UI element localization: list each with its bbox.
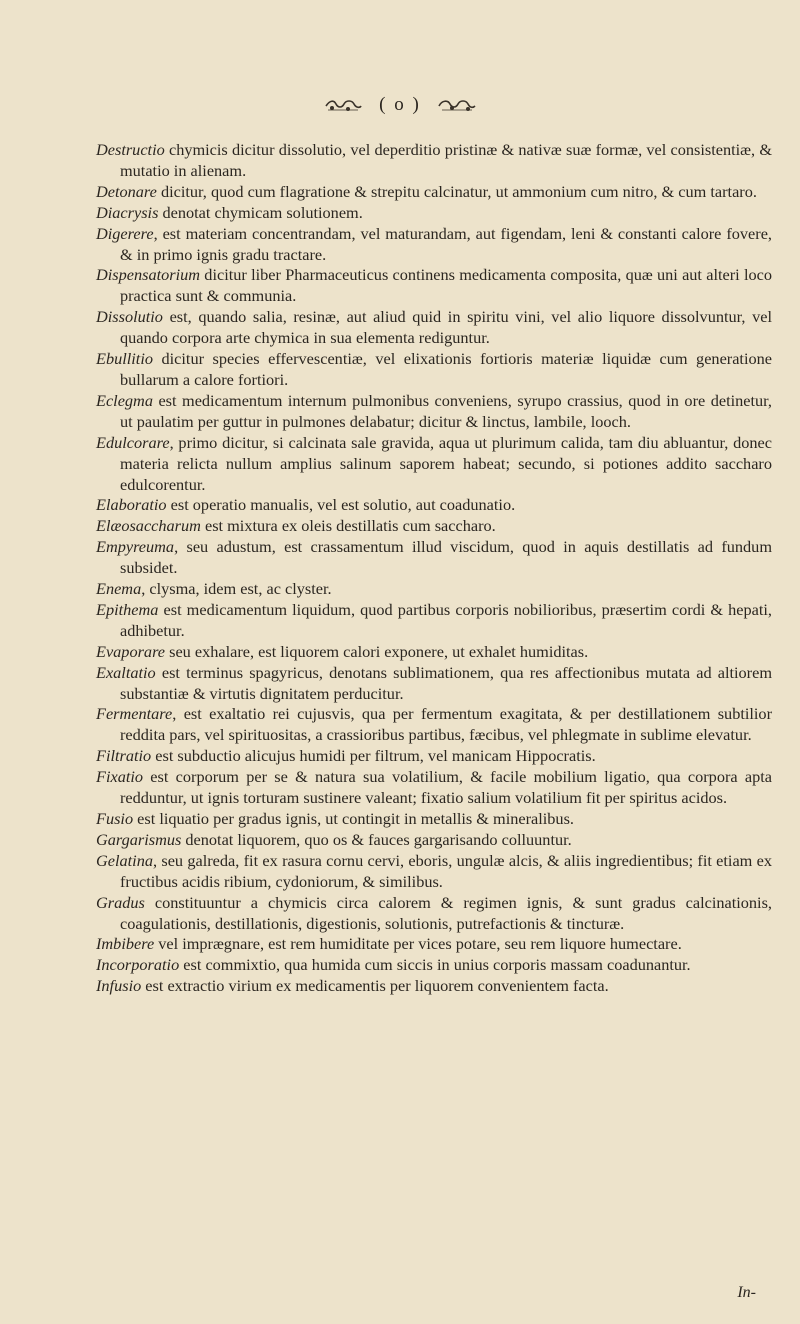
entry-definition: est operatio manualis, vel est solutio, aut coadunatio. (166, 495, 516, 515)
glossary-entry (96, 203, 772, 224)
glossary-entry (96, 265, 772, 307)
entry-term: Imbibere (96, 934, 155, 954)
entry-term: Exaltatio (96, 662, 156, 682)
entry-term: Detonare (96, 181, 157, 201)
glossary-entry (96, 767, 772, 809)
page-header (0, 94, 800, 116)
entry-definition: , clysma, idem est, ac clyster. (141, 579, 332, 599)
glossary-entry (96, 182, 772, 203)
entry-definition: constituuntur a chymicis circa calorem & regimen ignis, & sunt gradus calcinationis, coagulationis, destillationis, digestionis, solutionis, putrefactionis & tincturæ. (120, 892, 772, 933)
entry-definition: est extractio virium ex medicamentis per liquorem convenientem facta. (141, 976, 609, 996)
entry-definition: dicitur, quod cum flagratione & strepitu calcinatur, ut ammonium cum nitro, & cum tartaro. (156, 181, 757, 201)
entry-definition: , est exaltatio rei cujusvis, qua per fermentum exagitata, & per destillationem subtilior reddita pars, vel spirituositas, a crassioribus partibus, fæcibus, vel phlegmate in sublime elevatur. (120, 704, 772, 745)
glossary-entry (96, 830, 772, 851)
entry-definition: est corporum per se & natura sua volatilium, & facile mobilium ligatio, qua corpora apta redduntur, ut ignis torturam sustinere valeant; fixatio salium volatilium fit per spiritus acidos. (120, 767, 772, 808)
entry-definition: , seu adustum, est crassamentum illud viscidum, quod in aquis destillatis ad fundum subsidet. (120, 537, 772, 578)
entry-term: Destructio (96, 140, 165, 159)
entry-definition: , primo dicitur, si calcinata sale gravida, aqua ut plurimum calida, tam diu abluantur, donec materia relicta nullum amplius salinum saporem habeat; secundo, si potiones addito saccharo edulcorentur. (120, 432, 772, 494)
left-ornament-icon (324, 98, 362, 114)
entry-definition: , seu galreda, fit ex rasura cornu cervi, eboris, ungulæ alcis, & aliis ingredientibus; fit etiam ex fructibus acidis ribium, cydoniorum, & similibus. (120, 850, 772, 891)
glossary-entry (96, 663, 772, 705)
glossary-entry (96, 976, 772, 997)
entry-term: Gelatina (96, 850, 153, 870)
entry-term: Diacrysis (96, 202, 159, 222)
entry-term: Filtratio (96, 746, 152, 766)
entry-term: Fixatio (96, 767, 144, 787)
entry-term: Elaboratio (96, 495, 167, 515)
glossary-entry (96, 893, 772, 935)
glossary-entry (96, 140, 772, 182)
glossary-entry (96, 516, 772, 537)
entry-term: Fermentare (96, 704, 173, 724)
entry-term: Epithema (96, 599, 159, 619)
entry-definition: est medicamentum liquidum, quod partibus corporis nobilioribus, præsertim cordi & hepati, adhibetur. (120, 599, 772, 640)
glossary-entry (96, 642, 772, 663)
entry-term: Gradus (96, 892, 145, 912)
glossary-entry (96, 809, 772, 830)
entry-definition: , est materiam concentrandam, vel maturandam, aut figendam, leni & constanti calore fovere, & in primo ignis gradu tractare. (120, 223, 772, 264)
glossary-entry (96, 495, 772, 516)
entry-definition: dicitur species effervescentiæ, vel elixationis fortioris materiæ liquidæ cum generatione bullarum a calore fortiori. (120, 349, 772, 389)
entry-definition: denotat chymicam solutionem. (158, 202, 363, 222)
entry-term: Digerere (96, 223, 154, 243)
entry-term: Eclegma (96, 390, 153, 410)
glossary-entry (96, 704, 772, 746)
entry-definition: dicitur liber Pharmaceuticus continens medicamenta composita, quæ uni aut alteri loco practica sunt & communia. (120, 265, 772, 306)
entry-definition: est liquatio per gradus ignis, ut contingit in metallis & mineralibus. (133, 809, 574, 828)
entry-definition: est subductio alicujus humidi per filtrum, vel manicam Hippocratis. (151, 746, 596, 766)
entry-definition: chymicis dicitur dissolutio, vel deperditio pristinæ & nativæ suæ formæ, vel consistentiæ, & mutatio in alienam. (120, 140, 772, 180)
glossary-entry (96, 433, 772, 496)
page-number: ( o ) (379, 94, 421, 115)
entry-term: Edulcorare (96, 432, 170, 452)
entry-term: Infusio (96, 976, 142, 996)
entry-definition: est medicamentum internum pulmonibus conveniens, syrupo crassius, quod in ore detinetur, ut paulatim per guttur in pulmones delabatur; dicitur & linctus, lambile, looch. (120, 390, 772, 431)
glossary-entry (96, 746, 772, 767)
glossary-entries (96, 140, 772, 997)
entry-term: Ebullitio (96, 349, 153, 369)
entry-term: Dispensatorium (96, 265, 201, 285)
entry-definition: denotat liquorem, quo os & fauces gargarisando colluuntur. (181, 829, 572, 849)
entry-definition: est, quando salia, resinæ, aut aliud quid in spiritu vini, vel alio liquore dissolvuntur, vel quando corpora arte chymica in sua elementa rediguntur. (120, 307, 772, 348)
entry-term: Incorporatio (96, 955, 180, 975)
entry-definition: vel imprægnare, est rem humiditate per vices potare, seu rem liquore humectare. (154, 934, 682, 954)
entry-definition: est terminus spagyricus, denotans sublimationem, qua res affectionibus mutata ad altiorem substantiæ & virtutis dignitatem perducitur. (120, 662, 772, 703)
right-ornament-icon (438, 98, 476, 114)
entry-definition: seu exhalare, est liquorem calori exponere, ut exhalet humiditas. (165, 641, 589, 661)
glossary-entry (96, 579, 772, 600)
catchword: In- (737, 1284, 756, 1301)
glossary-entry (96, 600, 772, 642)
entry-term: Enema (96, 579, 142, 599)
glossary-entry (96, 851, 772, 893)
glossary-entry (96, 537, 772, 579)
glossary-entry (96, 349, 772, 391)
glossary-entry (96, 224, 772, 266)
entry-term: Dissolutio (96, 307, 163, 327)
entry-term: Fusio (96, 809, 134, 828)
entry-term: Empyreuma (96, 537, 175, 557)
entry-term: Gargarismus (96, 829, 182, 849)
entry-definition: est mixtura ex oleis destillatis cum saccharo. (200, 516, 496, 536)
entry-definition: est commixtio, qua humida cum siccis in unius corporis massam coadunantur. (179, 955, 691, 975)
glossary-entry (96, 391, 772, 433)
entry-term: Elæosaccharum (96, 516, 201, 536)
glossary-entry (96, 307, 772, 349)
glossary-entry (96, 955, 772, 976)
entry-term: Evaporare (96, 641, 166, 661)
glossary-entry (96, 934, 772, 955)
